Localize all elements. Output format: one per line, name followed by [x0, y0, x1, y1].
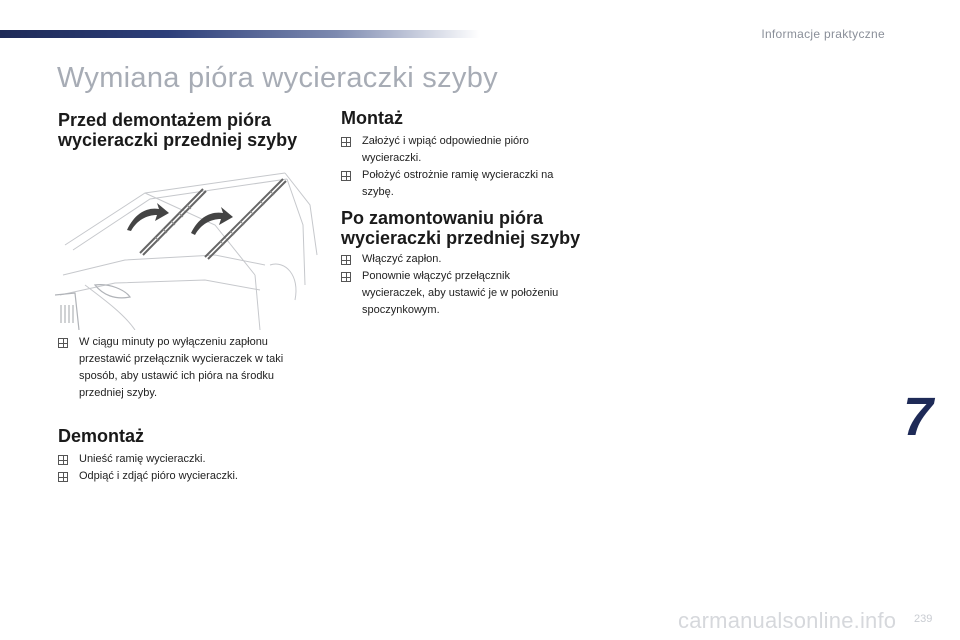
checkbox-bullet-icon: [58, 338, 68, 348]
removal-list: [58, 451, 328, 485]
list-item: Założyć i wpiąć odpowiednie pióro wycieraczki.: [341, 133, 611, 167]
list-item: Położyć ostrożnie ramię wycieraczki na szybę.: [341, 167, 611, 201]
section-name: Informacje praktyczne: [761, 27, 885, 41]
checkbox-bullet-icon: [58, 455, 68, 465]
windscreen-wiper-illustration: [55, 165, 320, 330]
chapter-number: 7: [903, 387, 934, 447]
checkbox-bullet-icon: [341, 272, 351, 282]
after-installation-heading-line1: Po zamontowaniu pióra: [341, 208, 544, 228]
list-item: Unieść ramię wycieraczki.: [58, 451, 328, 468]
after-installation-heading: [341, 208, 580, 248]
before-removal-list: [58, 334, 328, 402]
watermark: carmanualsonline.info: [678, 608, 897, 633]
after-installation-heading-line2: wycieraczki przedniej szyby: [341, 228, 581, 248]
checkbox-bullet-icon: [341, 171, 351, 181]
checkbox-bullet-icon: [341, 255, 351, 265]
before-removal-heading: [58, 110, 297, 150]
checkbox-bullet-icon: [58, 472, 68, 482]
arrow-icon: [191, 207, 233, 235]
list-item: W ciągu minuty po wyłączeniu zapłonu przestawić przełącznik wycieraczek w taki sposób, aby ustawić ich pióra na środku przedniej szyby.: [58, 334, 328, 402]
checkbox-bullet-icon: [341, 137, 351, 147]
page-title: Wymiana pióra wycieraczki szyby: [57, 62, 498, 94]
list-item: Włączyć zapłon.: [341, 251, 611, 268]
before-removal-heading-line2: wycieraczki przedniej szyby: [58, 130, 298, 150]
removal-heading: Demontaż: [58, 426, 145, 446]
list-item: Ponownie włączyć przełącznik wycieraczek, aby ustawić je w położeniu spoczynkowym.: [341, 268, 611, 319]
header-color-bar: [0, 30, 480, 38]
list-item: Odpiąć i zdjąć pióro wycieraczki.: [58, 468, 328, 485]
page-number: 239: [914, 613, 933, 625]
after-installation-list: [341, 251, 611, 319]
before-removal-heading-line1: Przed demontażem pióra: [58, 110, 272, 130]
arrow-icon: [127, 203, 169, 231]
installation-list: [341, 133, 611, 201]
installation-heading: Montaż: [341, 108, 403, 128]
